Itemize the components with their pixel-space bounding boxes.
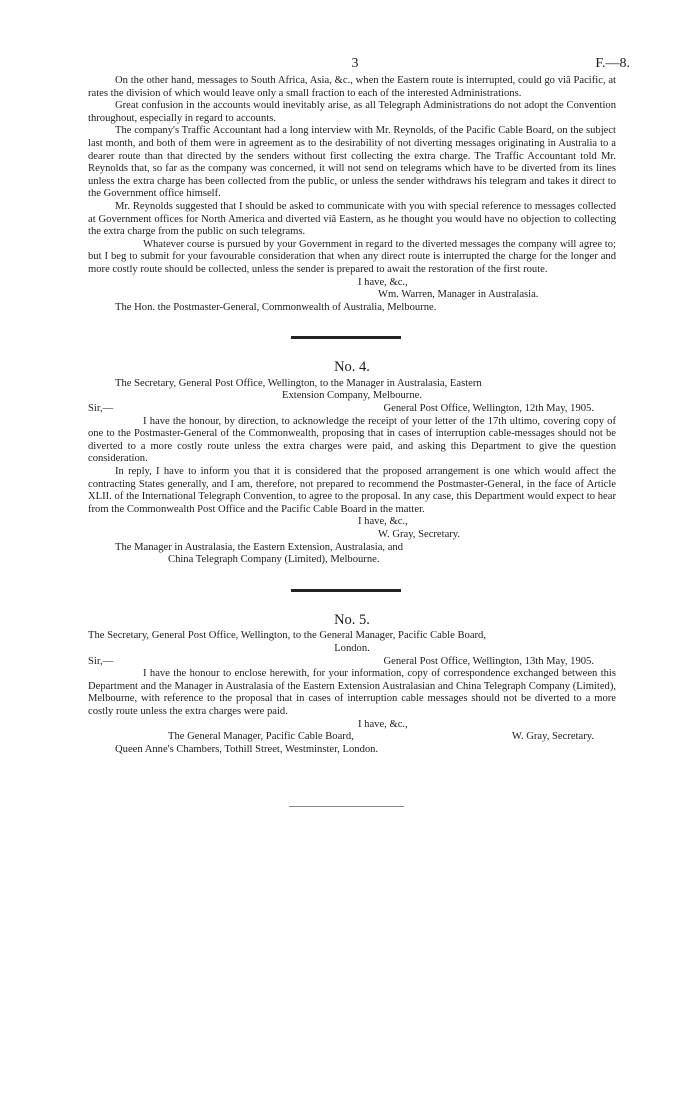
closing: I have, &c., xyxy=(358,718,408,730)
from-to-line: The Secretary, General Post Office, Wellington, to the General Manager, Pacific Cable Board, xyxy=(88,630,487,642)
paragraph: In reply, I have to inform you that it is considered that the proposed arrangement is one which would affect the contracting States generally, and I am, therefore, not prepared to recommend the Postmaster-General, in the face of Article XLII. of the International Telegraph Convention, to agree to the proposal. In any case, this Department would expect to hear from the Commonwealth Post Office and the Pacific Cable Board in the matter. xyxy=(88,466,616,515)
paragraph: Mr. Reynolds suggested that I should be asked to communicate with you with special reference to messages collected at Government offices for North America and diverted viâ Eastern, as he thought you would have no objection to collecting the extra charge from the public on such telegrams. xyxy=(88,200,616,238)
signature: W. Gray, Secretary. xyxy=(511,731,594,743)
salutation: Sir,— xyxy=(88,655,114,667)
signature: W. Gray, Secretary. xyxy=(378,529,461,540)
recipient: China Telegraph Company (Limited), Melbourne. xyxy=(168,554,380,566)
page-number: 3 xyxy=(351,56,359,71)
closing: I have, &c., xyxy=(358,276,408,288)
document-reference: F.—8. xyxy=(595,56,630,71)
paragraph: Whatever course is pursued by your Government in regard to the diverted messages the company will agree to; but I beg to submit for your favourable consideration that when any direct route is interrupted the charge for the longer and more costly route should be collected, unless the sender is prepared to await the restoration of the first route. xyxy=(88,238,616,275)
letter-3-continued xyxy=(88,75,616,314)
closing: I have, &c., xyxy=(358,516,408,528)
signature: Wm. Warren, Manager in Australasia. xyxy=(378,289,539,301)
paragraph: I have the honour to enclose herewith, for your information, copy of correspondence exchanged between this Department and the Manager in Australasia of the Eastern Extension Australasian and China Telegraph Company (Limited), Melbourne, with reference to the proposal that in cases of interruption cable messages should not be diverted to a more costly route unless the extra charges were paid. xyxy=(88,668,616,717)
document-body xyxy=(88,75,616,807)
from-to-line: Extension Company, Melbourne. xyxy=(282,390,422,402)
from-to-line: London. xyxy=(334,642,370,654)
place-date: General Post Office, Wellington, 12th May, 1905. xyxy=(383,403,594,415)
salutation-row xyxy=(88,403,616,416)
salutation: Sir,— xyxy=(88,403,114,415)
section-divider xyxy=(291,589,401,592)
recipient: Queen Anne's Chambers, Tothill Street, Westminster, London. xyxy=(115,743,379,755)
paragraph: I have the honour, by direction, to acknowledge the receipt of your letter of the 17th ultimo, covering copy of one to the Postmaster-General of the Commonwealth, proposing that in cases of interruption cable-messages should not be diverted to a more costly route unless the extra charges were paid, and asking this Department to give the question consideration. xyxy=(88,415,616,465)
section-divider xyxy=(291,336,401,339)
recipient: The General Manager, Pacific Cable Board, xyxy=(168,731,354,743)
place-date: General Post Office, Wellington, 13th May, 1905. xyxy=(383,655,594,667)
paragraph: On the other hand, messages to South Africa, Asia, &c., when the Eastern route is interrupted, could go viâ Pacific, at rates the division of which would leave only a small fraction to each of the interested Administrations. xyxy=(88,75,616,99)
letter-5 xyxy=(88,611,616,757)
recipient: The Hon. the Postmaster-General, Commonwealth of Australia, Melbourne. xyxy=(115,301,437,313)
letter-heading: No. 5. xyxy=(334,611,370,628)
signature-row xyxy=(88,731,616,744)
end-rule xyxy=(289,806,404,807)
paragraph: The company's Traffic Accountant had a long interview with Mr. Reynolds, of the Pacific Cable Board, on the subject last month, and both of them were in agreement as to the desirability of not diverting messages originating in Australia to a dearer route than that directed by the senders without first collecting the extra charge. The Traffic Accountant told Mr. Reynolds that, so far as the company was concerned, it will not send on telegrams which have to be diverted from its lines unless the extra charge has been collected from the public, or unless the sender withdraws his telegram and takes it direct to the Government office himself. xyxy=(88,125,616,200)
salutation-row xyxy=(88,656,616,669)
letter-heading: No. 4. xyxy=(334,359,370,376)
letter-4 xyxy=(88,361,616,567)
recipient: The Manager in Australasia, the Eastern Extension, Australasia, and xyxy=(115,541,404,553)
paragraph: Great confusion in the accounts would inevitably arise, as all Telegraph Administrations do not adopt the Convention throughout, especially in regard to accounts. xyxy=(88,100,616,124)
from-to-line: The Secretary, General Post Office, Wellington, to the Manager in Australasia, Eastern xyxy=(115,377,482,389)
